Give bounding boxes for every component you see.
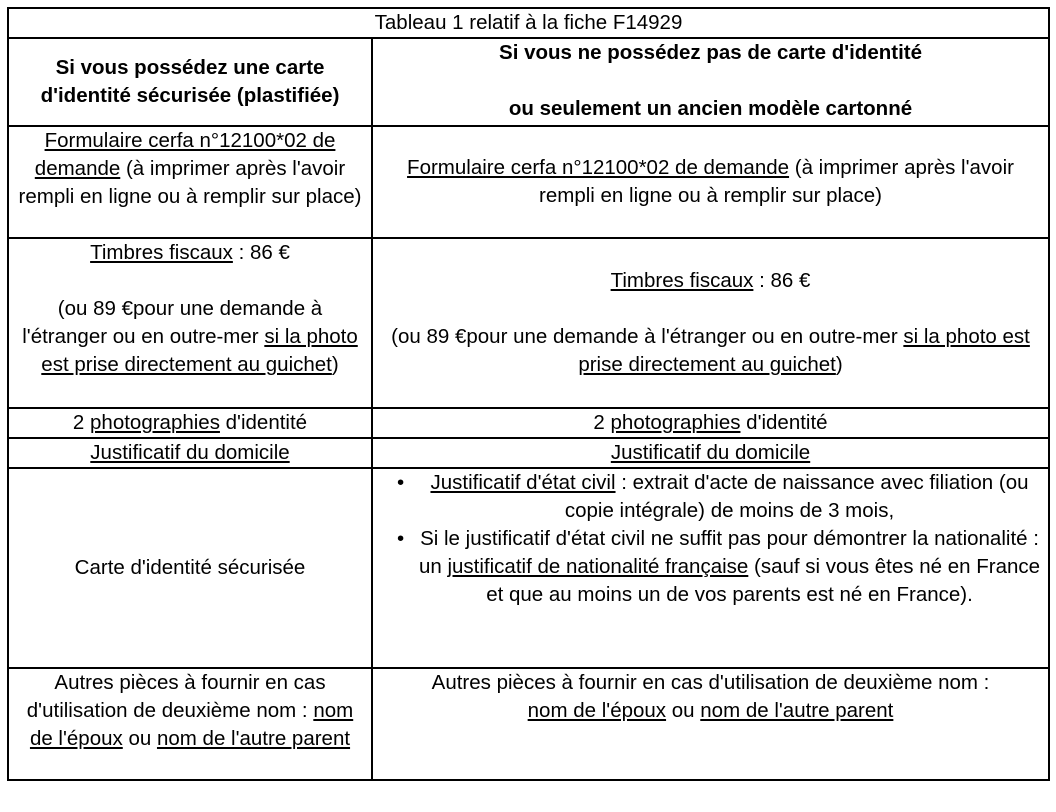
table-row-second-name (8, 668, 1049, 780)
stamps-amount: : 86 € (232, 241, 290, 264)
photographies-link[interactable]: photographies (90, 411, 220, 434)
caption-row (8, 8, 1049, 38)
guichet-photo-link[interactable]: si la photo est prise directement au guichet (41, 325, 358, 376)
spouse-name-link[interactable]: nom de l'époux (527, 699, 667, 722)
guichet-photo-link[interactable]: si la photo est prise directement au guichet (578, 325, 1030, 376)
nationality-proof-link[interactable]: justificatif de nationalité française (447, 555, 749, 578)
stamps-link[interactable]: Timbres fiscaux (610, 269, 754, 292)
header-no-card (372, 38, 1049, 126)
photographies-link[interactable]: photographies (610, 411, 741, 434)
cell-form-no-card (372, 126, 1049, 238)
domicile-link[interactable]: Justificatif du domicile (610, 441, 811, 464)
table-row-form (8, 126, 1049, 238)
form-note: (à imprimer après l'avoir rempli en ligne ou à remplir sur place) (18, 157, 362, 208)
civil-status-list (379, 469, 1042, 609)
domicile-link[interactable]: Justificatif du domicile (90, 441, 290, 464)
cell-photos-no-card: 2 photographies d'identité (372, 408, 1049, 438)
list-item: • Justificatif d'état civil : extrait d'acte de naissance avec filiation (ou copie intégrale) de moins de 3 mois, (379, 469, 1042, 525)
form-link[interactable]: Formulaire cerfa n°12100*02 de demande (407, 156, 790, 179)
table-row-stamps (8, 238, 1049, 408)
cell-domicile-no-card (372, 438, 1049, 468)
stamps-note: (ou 89 €pour une demande à l'étranger ou en outre-mer (391, 325, 904, 348)
table-caption: Tableau 1 relatif à la fiche F14929 (8, 8, 1049, 38)
cell-civil-status (372, 468, 1049, 668)
table-row-domicile (8, 438, 1049, 468)
other-parent-name-link[interactable]: nom de l'autre parent (156, 727, 351, 750)
cell-photos-secure: 2 photographies d'identité (8, 408, 372, 438)
stamps-note-close: ) (835, 353, 843, 376)
table-row-photos (8, 408, 1049, 438)
cell-card-secure: Carte d'identité sécurisée (8, 468, 372, 668)
cell-stamps-secure (8, 238, 372, 408)
list-item: • Si le justificatif d'état civil ne suffit pas pour démontrer la nationalité : un justificatif de nationalité française (sauf si vous êtes né en France et que au moins un de vos parents est né en France). (379, 525, 1042, 609)
header-secure-card: Si vous possédez une carte d'identité sécurisée (plastifiée) (8, 38, 372, 126)
civil-status-link[interactable]: Justificatif d'état civil (430, 471, 616, 494)
form-note: (à imprimer après l'avoir rempli en ligne ou à remplir sur place) (539, 156, 1014, 207)
other-parent-name-link[interactable]: nom de l'autre parent (700, 699, 894, 722)
header-no-card-line2: ou seulement un ancien modèle cartonné (508, 97, 913, 120)
table-row-card (8, 468, 1049, 668)
stamps-note-close: ) (331, 353, 339, 376)
stamps-note: (ou 89 €pour une demande à l'étranger ou en outre-mer (22, 297, 323, 348)
spouse-name-link[interactable]: nom de l'époux (29, 699, 354, 750)
header-row (8, 38, 1049, 126)
form-link[interactable]: Formulaire cerfa n°12100*02 de demande (34, 129, 336, 180)
cell-second-name-no-card: Autres pièces à fournir en cas d'utilisation de deuxième nom : nom de l'époux ou nom de l'autre parent (372, 668, 1049, 780)
document-page (7, 7, 1050, 781)
stamps-link[interactable]: Timbres fiscaux (90, 241, 233, 264)
header-no-card-line1: Si vous ne possédez pas de carte d'identité (499, 41, 922, 64)
stamps-amount: : 86 € (753, 269, 811, 292)
cell-second-name-secure: Autres pièces à fournir en cas d'utilisation de deuxième nom : nom de l'époux ou nom de l'autre parent (8, 668, 372, 780)
requirements-table (7, 7, 1050, 781)
cell-domicile-secure (8, 438, 372, 468)
cell-form-secure (8, 126, 372, 238)
cell-stamps-no-card (372, 238, 1049, 408)
